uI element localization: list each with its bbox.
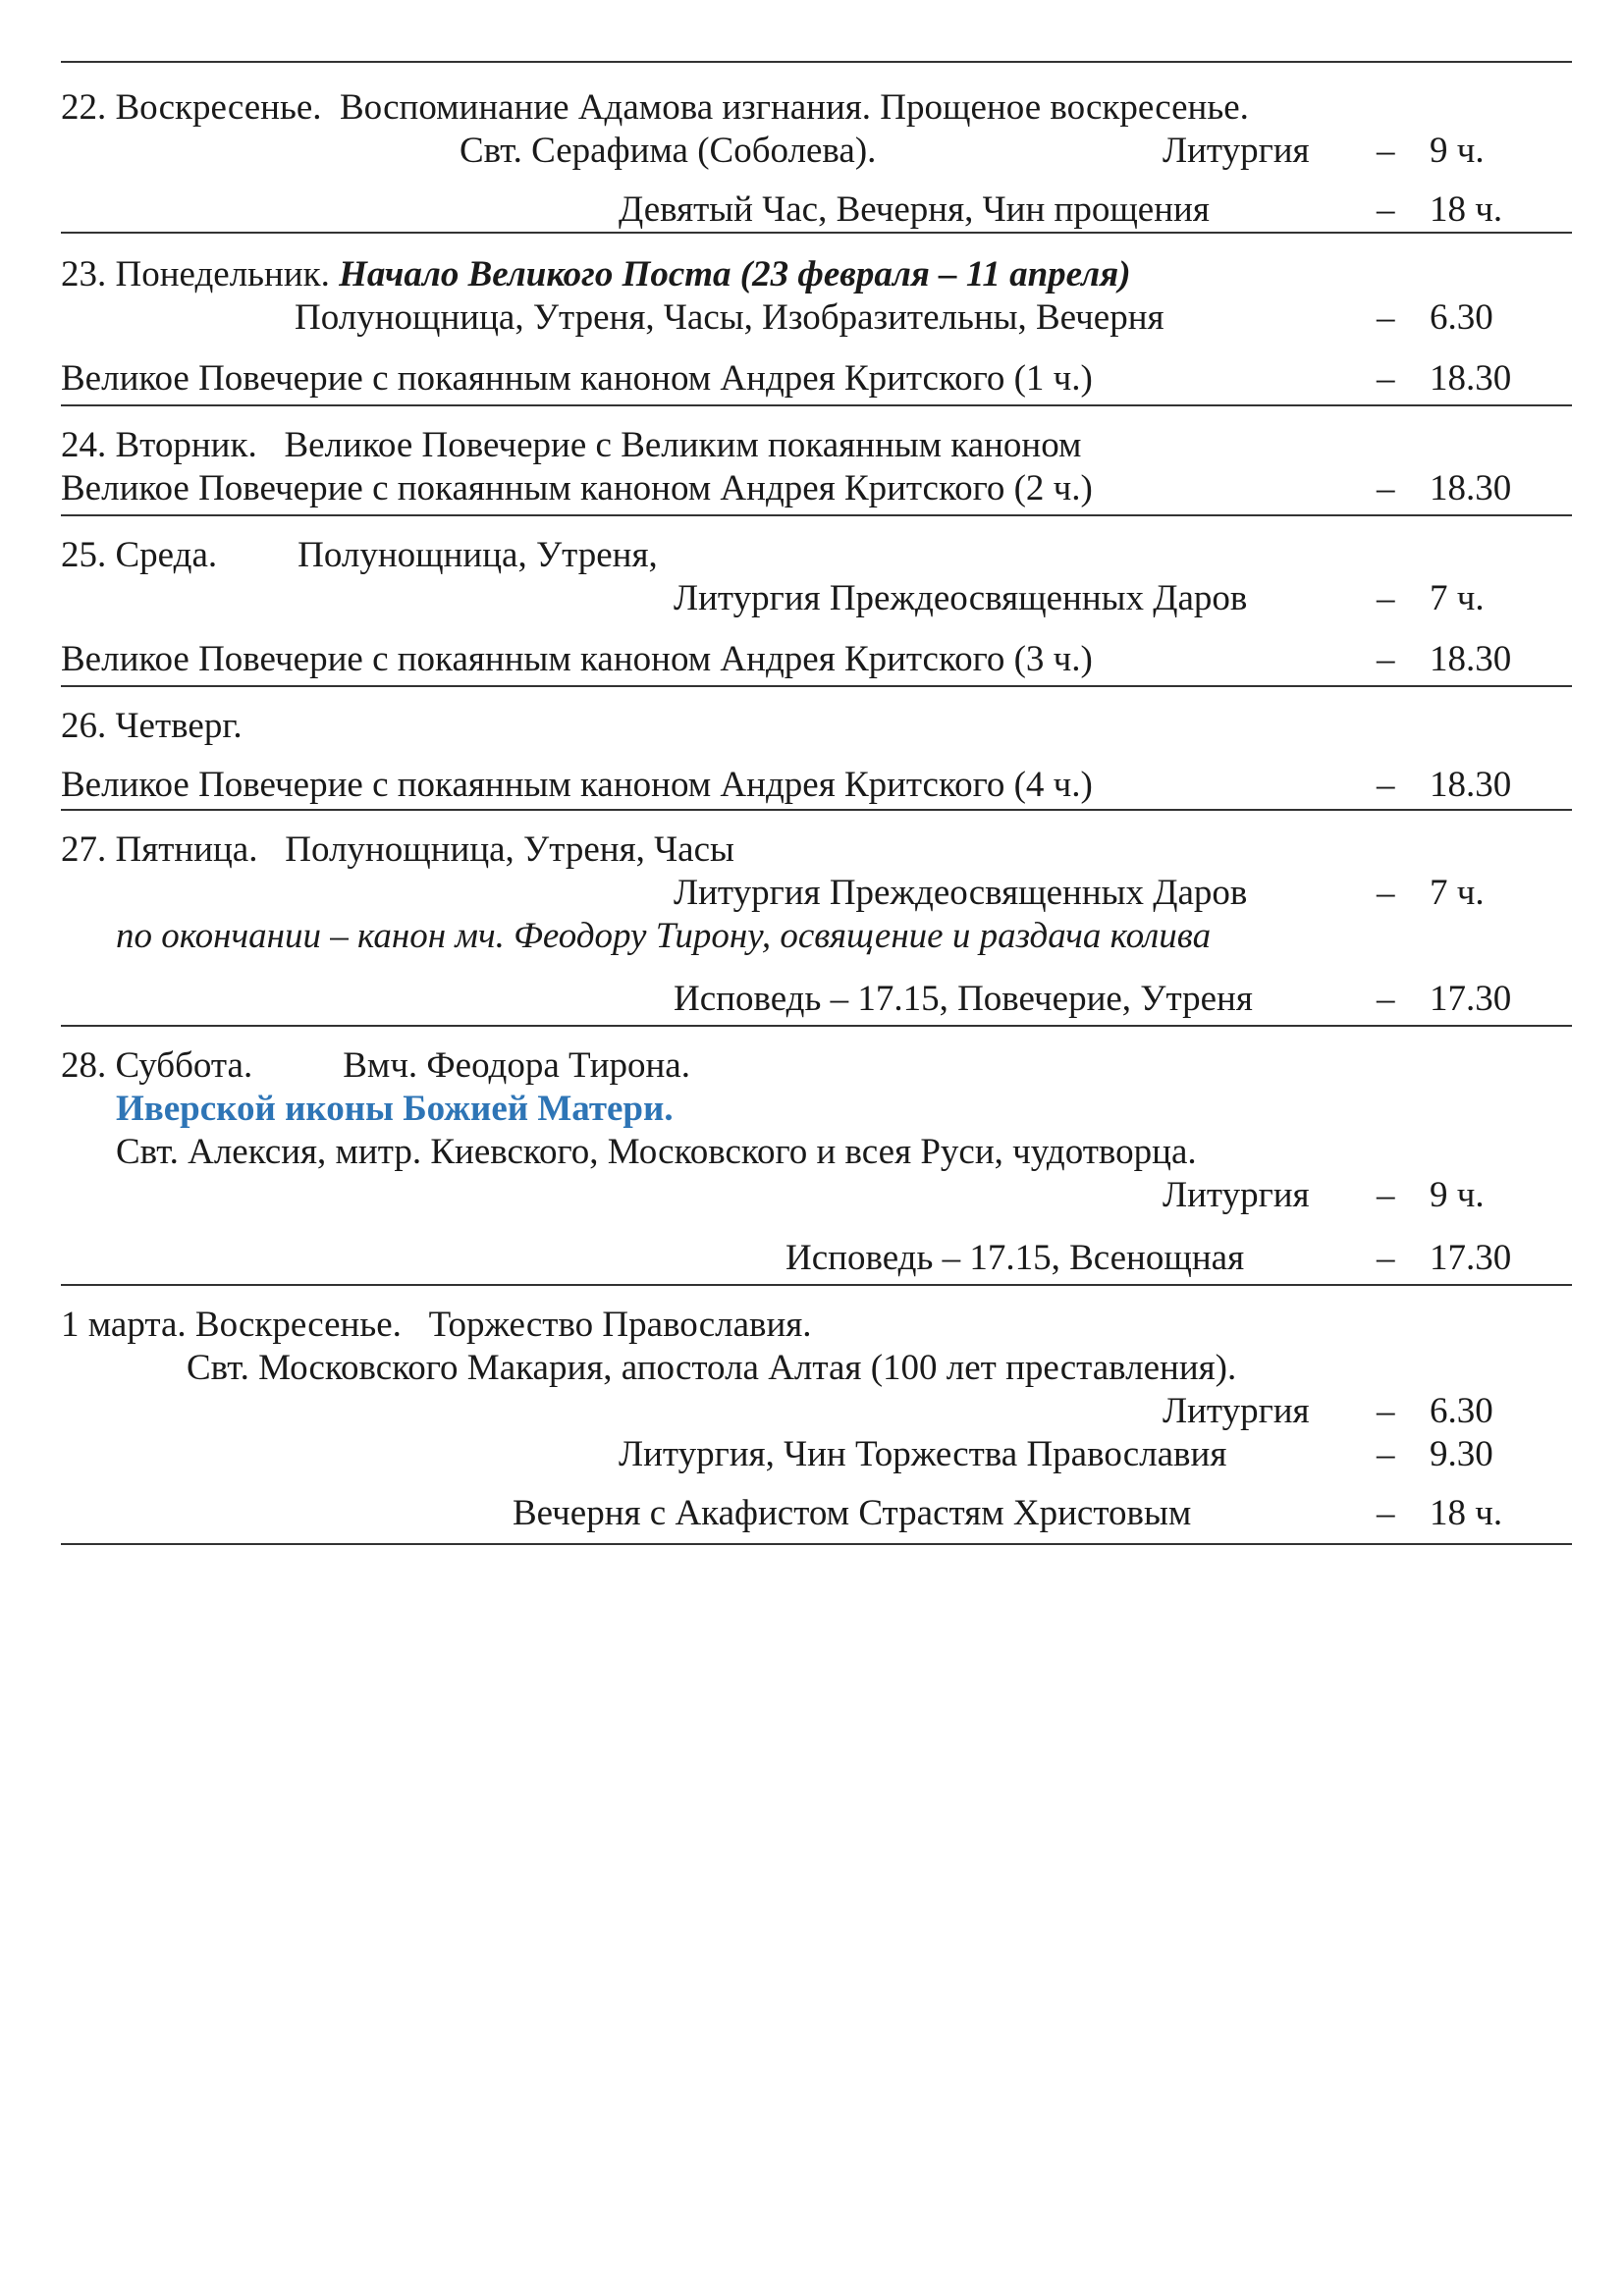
schedule-page bbox=[61, 61, 1572, 1545]
service-time: 18.30 bbox=[1430, 765, 1512, 805]
dash: – bbox=[1377, 468, 1395, 508]
service-time: 7 ч. bbox=[1430, 578, 1485, 618]
day-title: 22. Воскресенье. bbox=[61, 87, 322, 128]
day-22-heading bbox=[61, 86, 1249, 130]
service-label: Литургия, Чин Торжества Православия bbox=[619, 1434, 1227, 1474]
service-time: 18.30 bbox=[1430, 468, 1512, 508]
day-march-1-heading bbox=[61, 1304, 812, 1347]
day-title: 24. Вторник. bbox=[61, 425, 257, 465]
service-time: 18 ч. bbox=[1430, 1493, 1503, 1533]
day-25-heading bbox=[61, 534, 658, 577]
dash: – bbox=[1377, 1238, 1395, 1278]
day-title: 25. Среда. bbox=[61, 535, 218, 575]
day-24 bbox=[61, 406, 1572, 514]
day-commemoration: Полунощница, Утреня, Часы bbox=[285, 829, 734, 870]
service-label: Литургия bbox=[1163, 1391, 1310, 1431]
saint-line: Свт. Алексия, митр. Киевского, Московского и всея Руси, чудотворца. bbox=[116, 1132, 1197, 1172]
service-time: 18 ч. bbox=[1430, 189, 1503, 230]
service-time: 9 ч. bbox=[1430, 131, 1485, 171]
dash: – bbox=[1377, 639, 1395, 679]
day-title: 27. Пятница. bbox=[61, 829, 258, 870]
dash: – bbox=[1377, 189, 1395, 230]
service-time: 17.30 bbox=[1430, 979, 1512, 1019]
day-28-heading bbox=[61, 1044, 690, 1088]
saint-line: Свт. Московского Макария, апостола Алтая (100 лет преставления). bbox=[187, 1348, 1237, 1388]
service-time: 17.30 bbox=[1430, 1238, 1512, 1278]
day-title: 23. Понедельник. bbox=[61, 254, 330, 294]
day-commemoration: Торжество Православия. bbox=[428, 1305, 812, 1345]
service-label: Литургия Преждеосвященных Даров bbox=[674, 873, 1248, 913]
day-commemoration: Великое Повечерие с Великим покаянным каноном bbox=[284, 425, 1082, 465]
day-commemoration: Воспоминание Адамова изгнания. Прощеное воскресенье. bbox=[340, 87, 1249, 128]
service-time: 7 ч. bbox=[1430, 873, 1485, 913]
service-time: 6.30 bbox=[1430, 297, 1493, 338]
saint-line: Свт. Серафима (Соболева). bbox=[460, 131, 877, 171]
dash: – bbox=[1377, 1493, 1395, 1533]
day-27 bbox=[61, 811, 1572, 1025]
day-commemoration: Вмч. Феодора Тирона. bbox=[343, 1045, 690, 1086]
day-28 bbox=[61, 1027, 1572, 1284]
dash: – bbox=[1377, 297, 1395, 338]
day-23-heading bbox=[61, 253, 1131, 296]
note-line: по окончании – канон мч. Феодору Тирону, освящение и раздача колива bbox=[116, 916, 1212, 956]
dash: – bbox=[1377, 979, 1395, 1019]
service-label: Великое Повечерие с покаянным каноном Андрея Критского (1 ч.) bbox=[61, 358, 1093, 399]
service-label: Литургия Преждеосвященных Даров bbox=[674, 578, 1248, 618]
dash: – bbox=[1377, 131, 1395, 171]
divider bbox=[61, 1543, 1572, 1545]
day-27-heading bbox=[61, 828, 734, 872]
service-label: Девятый Час, Вечерня, Чин прощения bbox=[619, 189, 1210, 230]
day-title: 26. Четверг. bbox=[61, 706, 243, 746]
service-label: Литургия bbox=[1163, 1175, 1310, 1215]
day-title: 1 марта. Воскресенье. bbox=[61, 1305, 402, 1345]
day-title: 28. Суббота. bbox=[61, 1045, 253, 1086]
icon-feast-title: Иверской иконы Божией Матери. bbox=[116, 1089, 674, 1129]
dash: – bbox=[1377, 1391, 1395, 1431]
service-time: 9.30 bbox=[1430, 1434, 1493, 1474]
day-23 bbox=[61, 234, 1572, 404]
service-label: Великое Повечерие с покаянным каноном Андрея Критского (3 ч.) bbox=[61, 639, 1093, 679]
lent-start-title: Начало Великого Поста (23 февраля – 11 апреля) bbox=[339, 254, 1131, 294]
day-24-heading bbox=[61, 424, 1081, 467]
service-label: Великое Повечерие с покаянным каноном Андрея Критского (2 ч.) bbox=[61, 468, 1093, 508]
day-25 bbox=[61, 516, 1572, 685]
service-time: 18.30 bbox=[1430, 639, 1512, 679]
day-26 bbox=[61, 687, 1572, 809]
service-time: 18.30 bbox=[1430, 358, 1512, 399]
day-march-1 bbox=[61, 1286, 1572, 1543]
service-time: 9 ч. bbox=[1430, 1175, 1485, 1215]
dash: – bbox=[1377, 873, 1395, 913]
dash: – bbox=[1377, 765, 1395, 805]
day-commemoration: Полунощница, Утреня, bbox=[298, 535, 658, 575]
service-label: Великое Повечерие с покаянным каноном Андрея Критского (4 ч.) bbox=[61, 765, 1093, 805]
dash: – bbox=[1377, 578, 1395, 618]
service-label: Исповедь – 17.15, Повечерие, Утреня bbox=[674, 979, 1253, 1019]
service-time: 6.30 bbox=[1430, 1391, 1493, 1431]
dash: – bbox=[1377, 358, 1395, 399]
service-label: Вечерня с Акафистом Страстям Христовым bbox=[513, 1493, 1192, 1533]
dash: – bbox=[1377, 1175, 1395, 1215]
day-22 bbox=[61, 63, 1572, 232]
service-label: Полунощница, Утреня, Часы, Изобразительны, Вечерня bbox=[295, 297, 1164, 338]
service-label: Исповедь – 17.15, Всенощная bbox=[785, 1238, 1245, 1278]
dash: – bbox=[1377, 1434, 1395, 1474]
service-label: Литургия bbox=[1163, 131, 1310, 171]
